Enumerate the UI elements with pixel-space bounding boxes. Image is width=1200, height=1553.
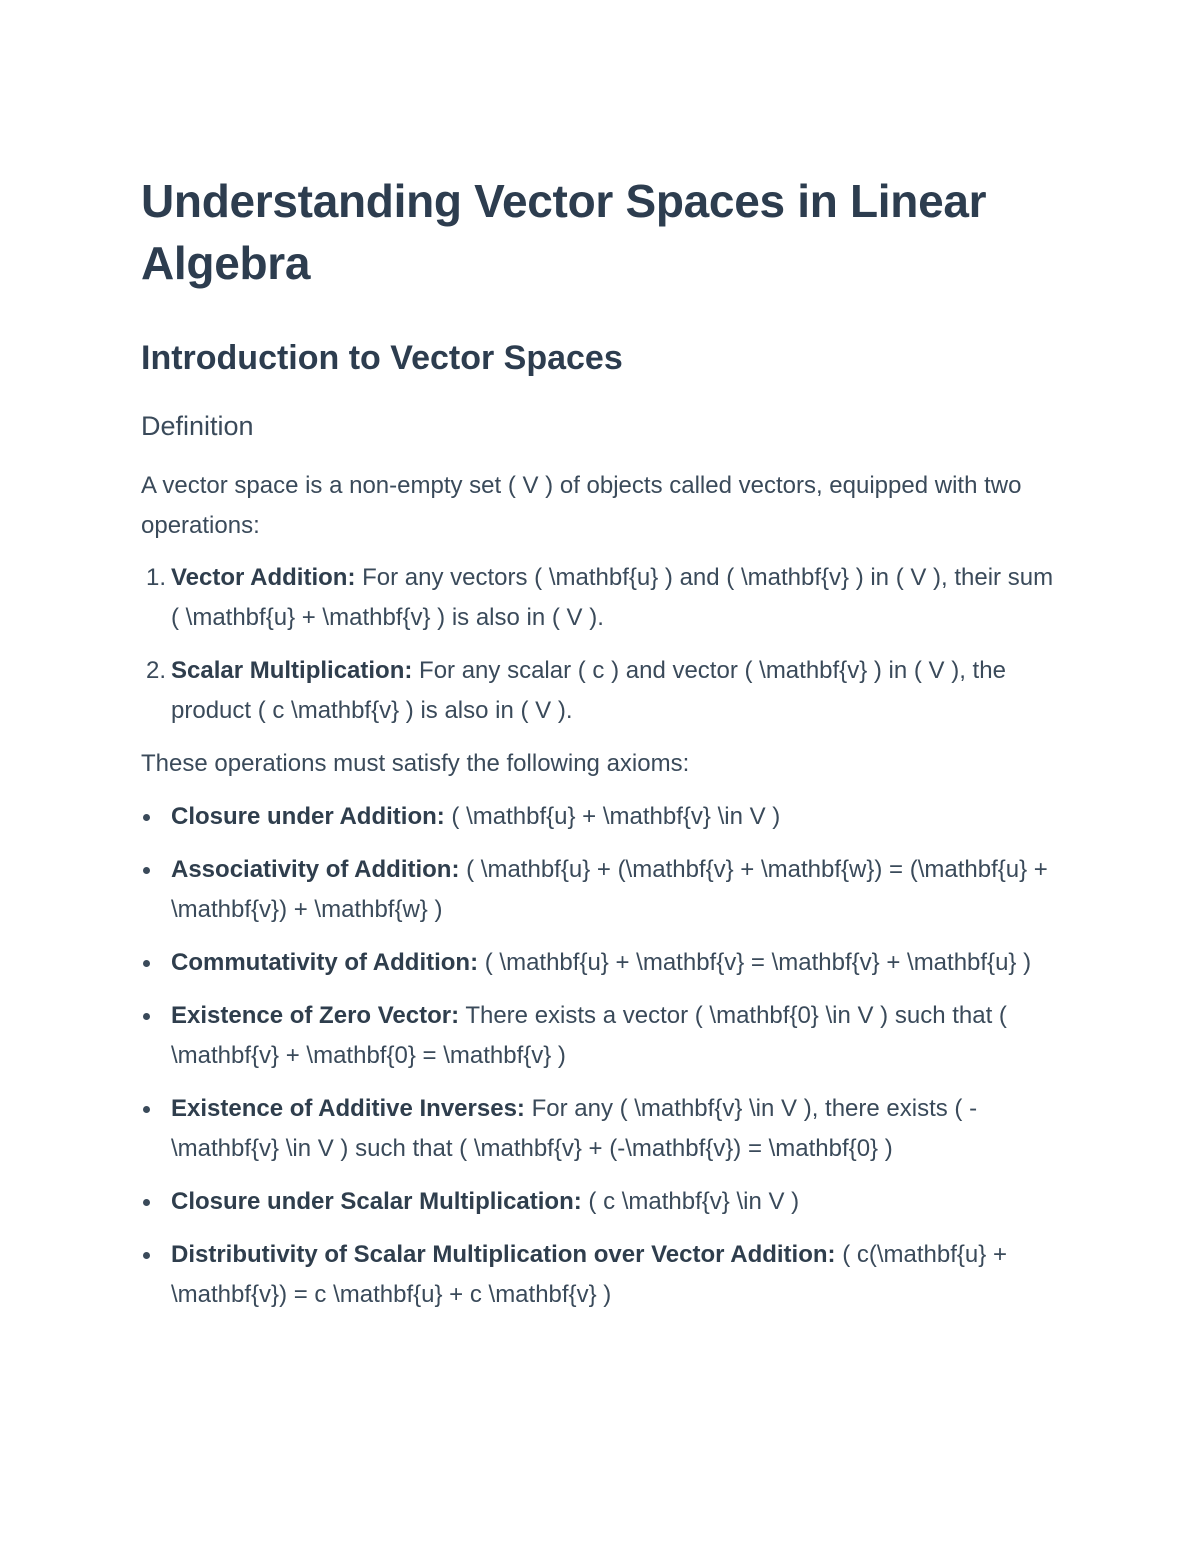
list-item [141,797,1066,837]
operation-text: For any vectors ( \mathbf{u} ) and ( \mathbf{v} ) in ( V ), their sum ( \mathbf{u} + \mathbf{v} ) is also in ( V ). [171,564,1054,631]
bullet-icon [143,1252,150,1259]
bullet-icon [143,1013,150,1020]
section-heading: Introduction to Vector Spaces [141,339,623,377]
operations-list [141,558,1066,731]
list-number: 1. [146,564,167,591]
axiom-term: Existence of Zero Vector: [171,1002,460,1029]
axiom-term: Existence of Additive Inverses: [171,1095,525,1122]
subsection-heading: Definition [141,411,254,441]
axiom-text: There exists a vector ( \mathbf{0} \in V ) such that ( \mathbf{v} + \mathbf{0} = \mathbf{v} ) [171,1002,1007,1069]
operation-term: Scalar Multiplication: [171,657,413,684]
bullet-icon [143,1106,150,1113]
list-item [141,1235,1066,1315]
axiom-term: Closure under Addition: [171,803,445,830]
list-item [141,1182,1066,1222]
bullet-icon [143,960,150,967]
list-item [141,850,1066,930]
operation-text: For any scalar ( c ) and vector ( \mathbf{v} ) in ( V ), the product ( c \mathbf{v} ) is also in ( V ). [171,657,1006,724]
list-number: 2. [146,657,167,684]
page-title: Understanding Vector Spaces in Linear Algebra [141,175,987,289]
axiom-text: ( \mathbf{u} + \mathbf{v} = \mathbf{v} + \mathbf{u} ) [478,949,1032,976]
axioms-list [141,797,1066,1315]
axiom-text: For any ( \mathbf{v} \in V ), there exists ( -\mathbf{v} \in V ) such that ( \mathbf{v} + (-\mathbf{v}) = \mathbf{0} ) [171,1095,978,1162]
axiom-term: Associativity of Addition: [171,856,460,883]
axiom-text: ( \mathbf{u} + (\mathbf{v} + \mathbf{w}) = (\mathbf{u} + \mathbf{v}) + \mathbf{w} ) [171,856,1048,923]
definition-paragraph: A vector space is a non-empty set ( V ) of objects called vectors, equipped with two operations: [141,472,1022,539]
axiom-term: Closure under Scalar Multiplication: [171,1188,582,1215]
list-item [141,558,1066,638]
axiom-term: Distributivity of Scalar Multiplication over Vector Addition: [171,1241,836,1268]
bullet-icon [143,1199,150,1206]
axiom-term: Commutativity of Addition: [171,949,479,976]
bullet-icon [143,867,150,874]
axiom-text: ( c \mathbf{v} \in V ) [581,1188,800,1215]
list-item [141,996,1066,1076]
document-page [141,170,1066,1328]
axiom-text: ( \mathbf{u} + \mathbf{v} \in V ) [444,803,781,830]
axiom-text: ( c(\mathbf{u} + \mathbf{v}) = c \mathbf{u} + c \mathbf{v} ) [171,1241,1007,1308]
list-item [141,943,1066,983]
bullet-icon [143,814,150,821]
axioms-intro-paragraph: These operations must satisfy the following axioms: [141,750,690,777]
list-item [141,1089,1066,1169]
operation-term: Vector Addition: [171,564,356,591]
list-item [141,651,1066,731]
